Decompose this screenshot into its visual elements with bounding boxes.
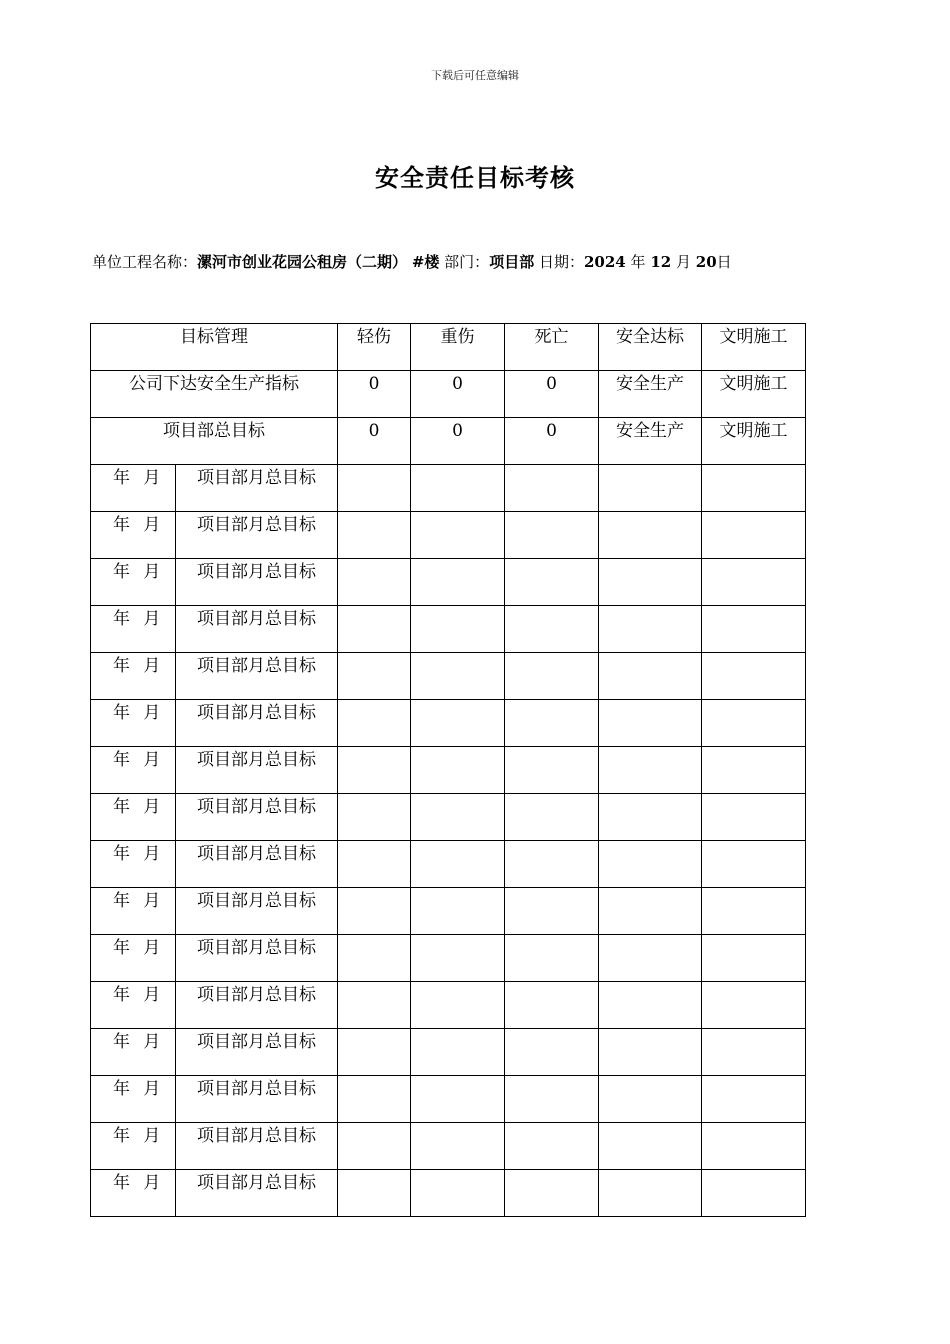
empty-entry-cell[interactable] [411,1123,505,1170]
monthly-target-label: 项目部月总目标 [176,1076,338,1123]
empty-entry-cell[interactable] [338,1076,411,1123]
table-row-monthly [91,841,806,888]
monthly-target-label: 项目部月总目标 [176,982,338,1029]
header-minor-injury: 轻伤 [338,324,411,371]
year-month-cell: 年 月 [91,841,176,888]
header-civilized-construction: 文明施工 [702,324,806,371]
monthly-target-label: 项目部月总目标 [176,935,338,982]
monthly-target-label: 项目部月总目标 [176,747,338,794]
date-year: 2024 [584,253,626,271]
empty-entry-cell[interactable] [599,841,702,888]
monthly-target-label: 项目部月总目标 [176,1170,338,1217]
empty-entry-cell[interactable] [505,1123,599,1170]
empty-entry-cell[interactable] [702,559,806,606]
table-row-monthly [91,1123,806,1170]
empty-entry-cell[interactable] [599,1170,702,1217]
empty-entry-cell[interactable] [599,465,702,512]
empty-entry-cell[interactable] [505,512,599,559]
empty-entry-cell[interactable] [505,559,599,606]
year-month-cell: 年 月 [91,1076,176,1123]
cell-value: 0 [338,418,411,465]
empty-entry-cell[interactable] [411,888,505,935]
empty-entry-cell[interactable] [702,1029,806,1076]
year-unit: 年 [630,253,646,271]
table-row-monthly [91,935,806,982]
empty-entry-cell[interactable] [411,747,505,794]
monthly-target-label: 项目部月总目标 [176,465,338,512]
project-target-label: 项目部总目标 [91,418,338,465]
year-month-cell: 年 月 [91,1029,176,1076]
empty-entry-cell[interactable] [411,841,505,888]
table-row-monthly [91,888,806,935]
empty-entry-cell[interactable] [338,747,411,794]
empty-entry-cell[interactable] [505,747,599,794]
empty-entry-cell[interactable] [702,1076,806,1123]
table-row [91,371,806,418]
empty-entry-cell[interactable] [599,935,702,982]
table-row-monthly [91,465,806,512]
empty-entry-cell[interactable] [411,700,505,747]
cell-value: 文明施工 [702,418,806,465]
year-month-cell: 年 月 [91,512,176,559]
empty-entry-cell[interactable] [411,512,505,559]
empty-entry-cell[interactable] [505,794,599,841]
dept-value: 项目部 [489,253,535,271]
empty-entry-cell[interactable] [505,888,599,935]
day-unit: 日 [716,253,732,271]
empty-entry-cell[interactable] [338,935,411,982]
empty-entry-cell[interactable] [505,1029,599,1076]
table-row-monthly [91,1076,806,1123]
year-month-cell: 年 月 [91,559,176,606]
monthly-target-label: 项目部月总目标 [176,606,338,653]
monthly-target-label: 项目部月总目标 [176,794,338,841]
empty-entry-cell[interactable] [411,982,505,1029]
empty-entry-cell[interactable] [599,794,702,841]
date-label: 日期： [538,253,584,271]
empty-entry-cell[interactable] [338,559,411,606]
year-month-cell: 年 月 [91,1123,176,1170]
empty-entry-cell[interactable] [599,747,702,794]
year-month-cell: 年 月 [91,888,176,935]
empty-entry-cell[interactable] [599,982,702,1029]
empty-entry-cell[interactable] [599,888,702,935]
empty-entry-cell[interactable] [338,794,411,841]
empty-entry-cell[interactable] [702,700,806,747]
empty-entry-cell[interactable] [599,700,702,747]
empty-entry-cell[interactable] [599,559,702,606]
empty-entry-cell[interactable] [505,841,599,888]
empty-entry-cell[interactable] [338,982,411,1029]
empty-entry-cell[interactable] [599,653,702,700]
empty-entry-cell[interactable] [505,700,599,747]
table-row-monthly [91,982,806,1029]
empty-entry-cell[interactable] [338,841,411,888]
target-table [90,323,806,1217]
empty-entry-cell[interactable] [411,935,505,982]
target-table-body [91,324,806,1217]
monthly-target-label: 项目部月总目标 [176,559,338,606]
table-row-monthly [91,1029,806,1076]
cell-value: 安全生产 [599,418,702,465]
cell-value: 0 [505,418,599,465]
monthly-target-label: 项目部月总目标 [176,888,338,935]
empty-entry-cell[interactable] [702,794,806,841]
empty-entry-cell[interactable] [411,559,505,606]
empty-entry-cell[interactable] [599,1029,702,1076]
year-month-cell: 年 月 [91,794,176,841]
date-day: 20 [695,253,717,271]
header-death: 死亡 [505,324,599,371]
empty-entry-cell[interactable] [338,1029,411,1076]
empty-entry-cell[interactable] [411,1076,505,1123]
empty-entry-cell[interactable] [411,794,505,841]
empty-entry-cell[interactable] [338,512,411,559]
cell-value: 0 [411,418,505,465]
empty-entry-cell[interactable] [702,982,806,1029]
empty-entry-cell[interactable] [702,512,806,559]
empty-entry-cell[interactable] [411,606,505,653]
empty-entry-cell[interactable] [505,935,599,982]
year-month-cell: 年 月 [91,653,176,700]
monthly-target-label: 项目部月总目标 [176,653,338,700]
month-unit: 月 [675,253,691,271]
project-info-line [92,251,732,272]
building-number: #楼 [411,253,440,271]
empty-entry-cell[interactable] [702,465,806,512]
empty-entry-cell[interactable] [702,1123,806,1170]
empty-entry-cell[interactable] [702,653,806,700]
table-row-monthly [91,794,806,841]
monthly-target-label: 项目部月总目标 [176,1029,338,1076]
empty-entry-cell[interactable] [702,841,806,888]
cell-value: 0 [338,371,411,418]
table-row [91,418,806,465]
table-row-monthly [91,747,806,794]
unit-value: 漯河市创业花园公租房（二期） [197,253,408,271]
table-header-row [91,324,806,371]
year-month-cell: 年 月 [91,747,176,794]
page-title: 安全责任目标考核 [375,163,575,192]
header-safety-standard: 安全达标 [599,324,702,371]
table-row-monthly [91,512,806,559]
empty-entry-cell[interactable] [505,653,599,700]
year-month-cell: 年 月 [91,1170,176,1217]
unit-label: 单位工程名称： [92,253,198,271]
dept-label: 部门： [444,253,490,271]
empty-entry-cell[interactable] [411,465,505,512]
empty-entry-cell[interactable] [702,1170,806,1217]
cell-value: 安全生产 [599,371,702,418]
table-row-monthly [91,653,806,700]
empty-entry-cell[interactable] [599,606,702,653]
empty-entry-cell[interactable] [411,1170,505,1217]
table-row-monthly [91,559,806,606]
empty-entry-cell[interactable] [505,1076,599,1123]
empty-entry-cell[interactable] [599,512,702,559]
header-serious-injury: 重伤 [411,324,505,371]
year-month-cell: 年 月 [91,982,176,1029]
header-target-management: 目标管理 [91,324,338,371]
empty-entry-cell[interactable] [338,1123,411,1170]
empty-entry-cell[interactable] [505,606,599,653]
company-target-label: 公司下达安全生产指标 [91,371,338,418]
cell-value: 0 [505,371,599,418]
monthly-target-label: 项目部月总目标 [176,512,338,559]
empty-entry-cell[interactable] [338,1170,411,1217]
empty-entry-cell[interactable] [338,606,411,653]
empty-entry-cell[interactable] [338,465,411,512]
monthly-target-label: 项目部月总目标 [176,1123,338,1170]
date-month: 12 [650,253,672,271]
monthly-target-label: 项目部月总目标 [176,700,338,747]
year-month-cell: 年 月 [91,606,176,653]
empty-entry-cell[interactable] [702,747,806,794]
empty-entry-cell[interactable] [702,888,806,935]
empty-entry-cell[interactable] [505,465,599,512]
empty-entry-cell[interactable] [505,982,599,1029]
header-note: 下载后可任意编辑 [431,69,519,82]
cell-value: 0 [411,371,505,418]
table-row-monthly [91,606,806,653]
empty-entry-cell[interactable] [505,1170,599,1217]
empty-entry-cell[interactable] [702,935,806,982]
monthly-target-label: 项目部月总目标 [176,841,338,888]
empty-entry-cell[interactable] [411,653,505,700]
empty-entry-cell[interactable] [338,653,411,700]
table-row-monthly [91,1170,806,1217]
year-month-cell: 年 月 [91,935,176,982]
empty-entry-cell[interactable] [338,888,411,935]
table-row-monthly [91,700,806,747]
year-month-cell: 年 月 [91,700,176,747]
empty-entry-cell[interactable] [599,1123,702,1170]
empty-entry-cell[interactable] [338,700,411,747]
year-month-cell: 年 月 [91,465,176,512]
cell-value: 文明施工 [702,371,806,418]
empty-entry-cell[interactable] [599,1076,702,1123]
empty-entry-cell[interactable] [702,606,806,653]
empty-entry-cell[interactable] [411,1029,505,1076]
